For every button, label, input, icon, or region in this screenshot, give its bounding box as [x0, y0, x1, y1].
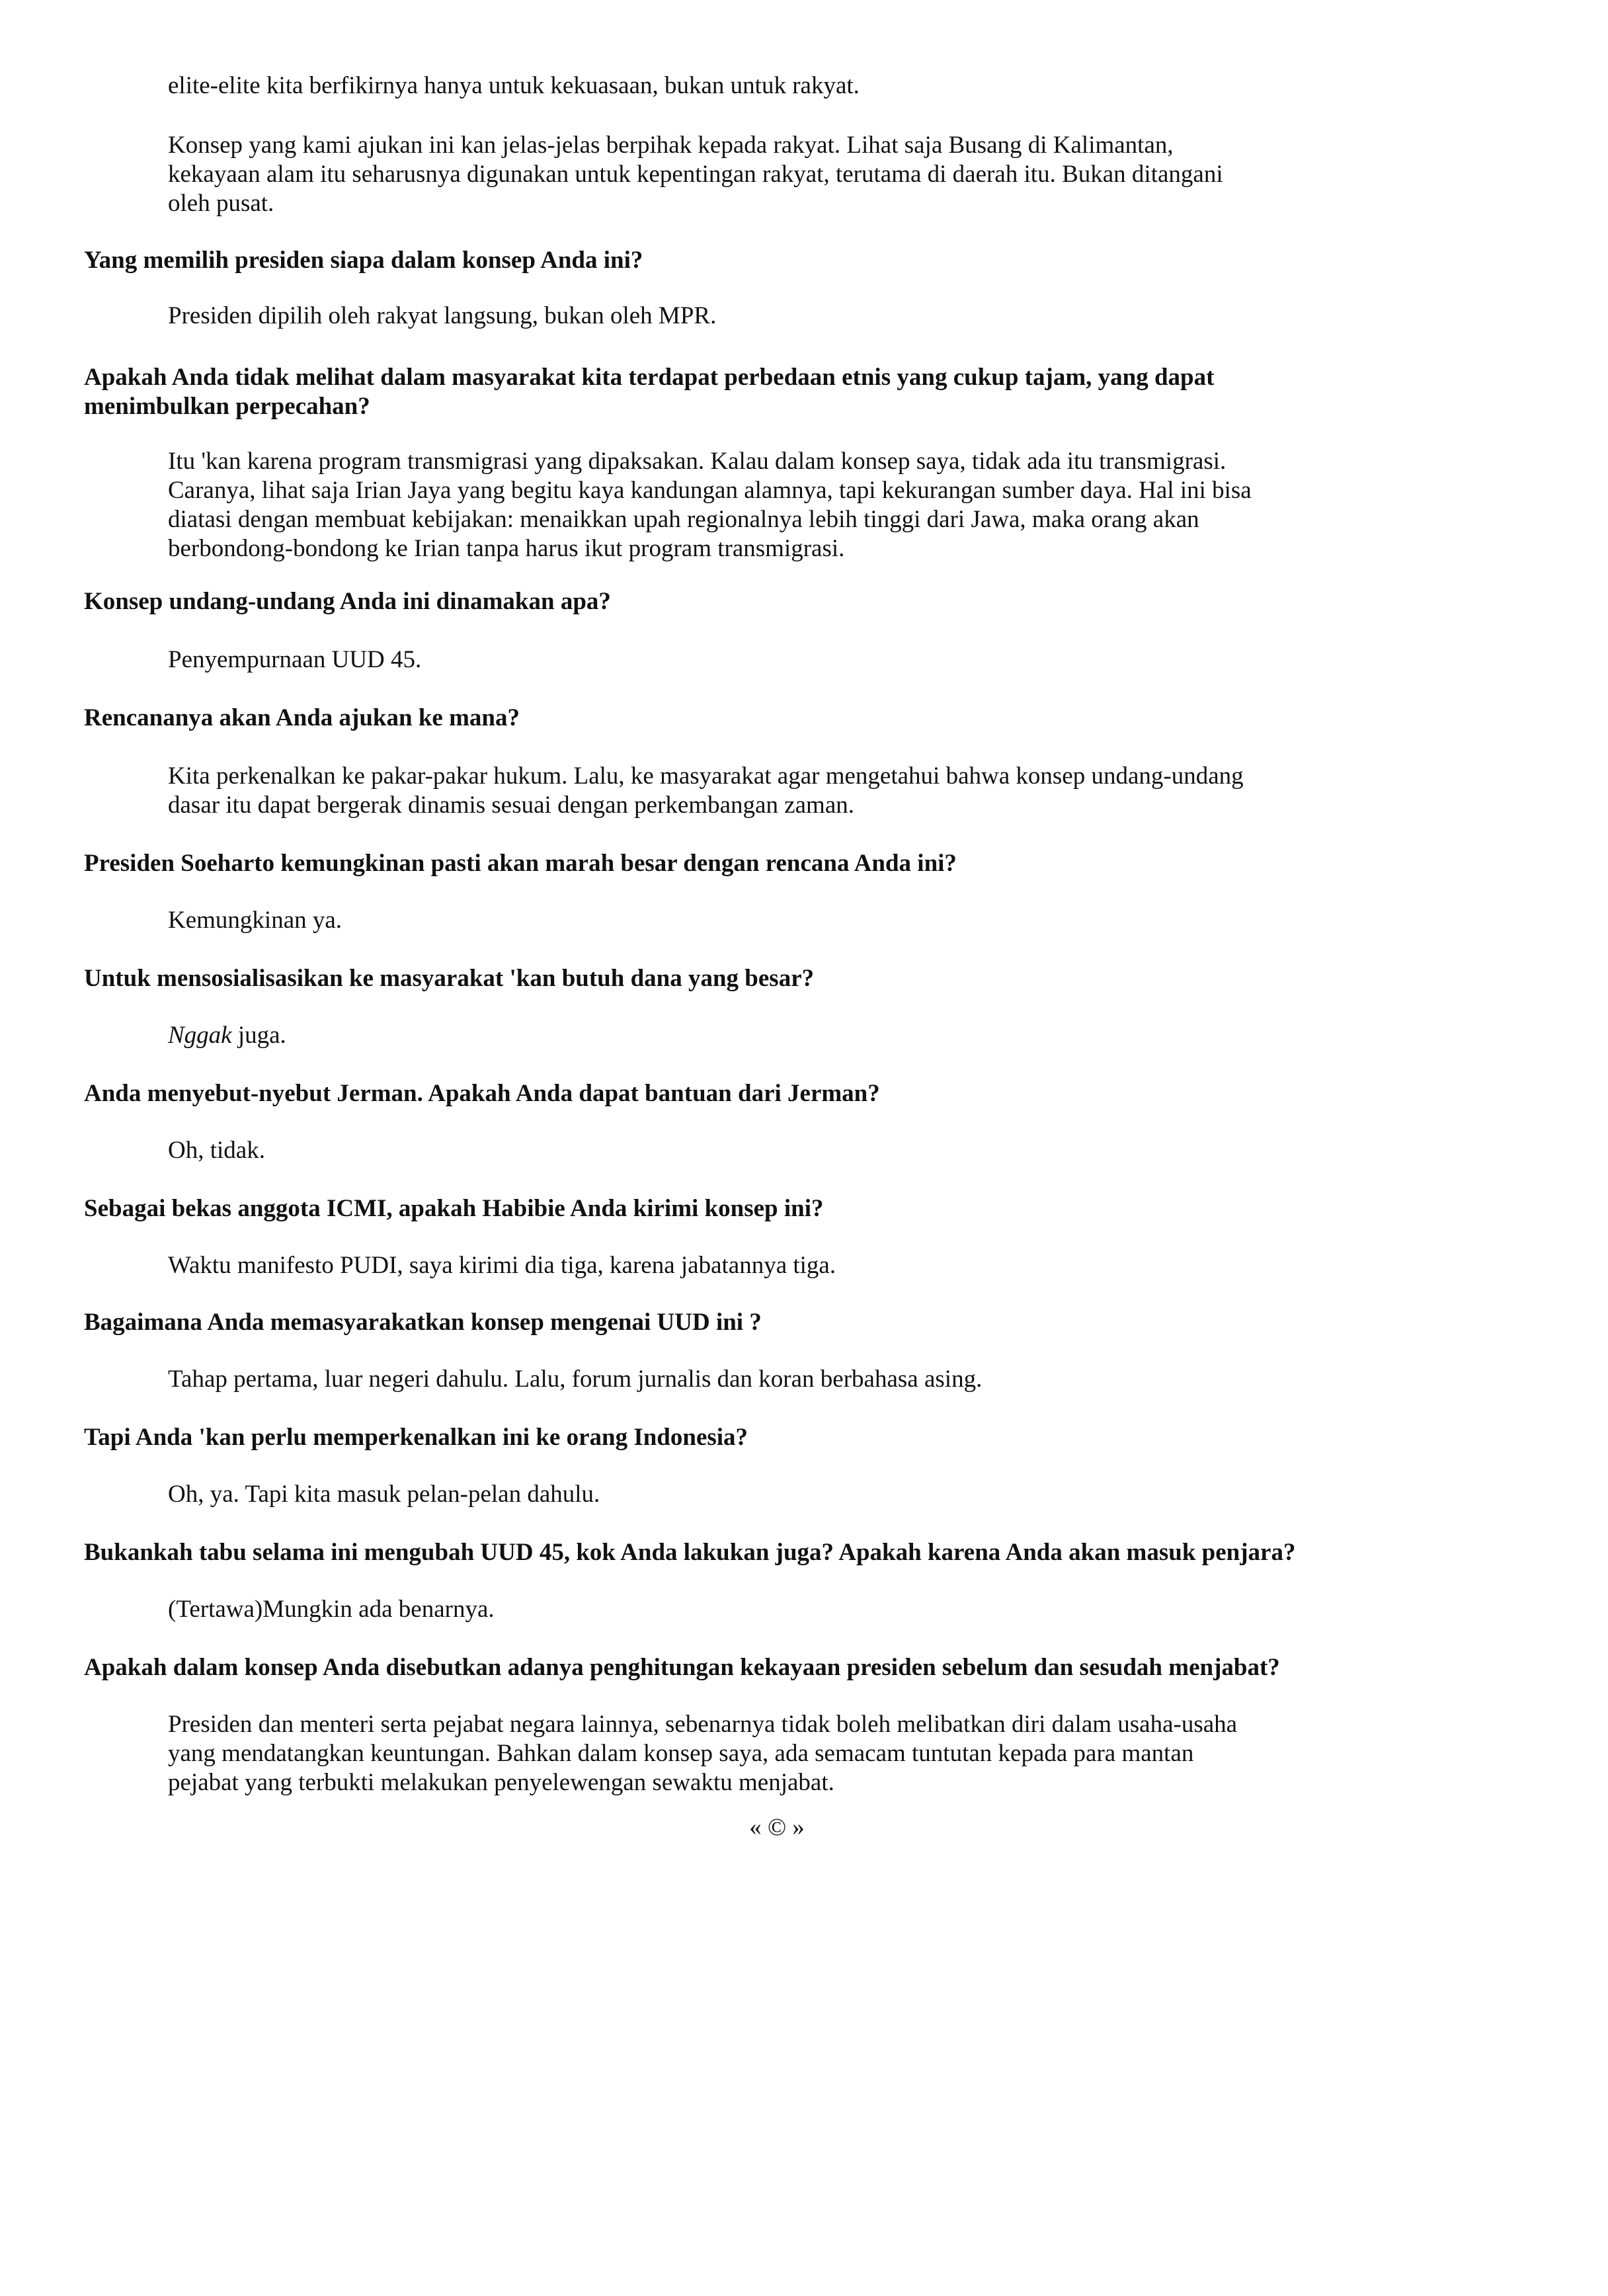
paragraph-line: Itu 'kan karena program transmigrasi yang dipaksakan. Kalau dalam konsep saya, tidak ada itu transmigrasi.: [168, 448, 1226, 475]
paragraph-line: Presiden dan menteri serta pejabat negara lainnya, sebenarnya tidak boleh melibatkan diri dalam usaha-usaha: [168, 1711, 1238, 1738]
answer-paragraph: [168, 1365, 1464, 1394]
paragraph-line: diatasi dengan membuat kebijakan: menaikkan upah regionalnya lebih tinggi dari Jawa, maka orang akan: [168, 506, 1199, 533]
answer-paragraph: [168, 1136, 1464, 1165]
paragraph-line: yang mendatangkan keuntungan. Bahkan dalam konsep saya, ada semacam tuntutan kepada para mantan: [168, 1740, 1194, 1767]
question-line: Konsep undang-undang Anda ini dinamakan apa?: [84, 588, 611, 615]
paragraph-line: elite-elite kita berfikirnya hanya untuk kekuasaan, bukan untuk rakyat.: [168, 72, 860, 99]
question-heading: [84, 363, 1512, 421]
question-line: Bagaimana Anda memasyarakatkan konsep mengenai UUD ini ?: [84, 1309, 762, 1336]
paragraph-line: berbondong-bondong ke Irian tanpa harus ikut program transmigrasi.: [168, 535, 845, 562]
paragraph-line: (Tertawa)Mungkin ada benarnya.: [168, 1596, 495, 1623]
end-mark: « © »: [749, 1814, 805, 1841]
paragraph-line: [168, 1021, 1464, 1050]
paragraph-line: Waktu manifesto PUDI, saya kirimi dia tiga, karena jabatannya tiga.: [168, 1252, 836, 1279]
paragraph-line: kekayaan alam itu seharusnya digunakan untuk kepentingan rakyat, terutama di daerah itu. Bukan ditangani: [168, 161, 1223, 188]
paragraph-line: pejabat yang terbukti melakukan penyelewengan sewaktu menjabat.: [168, 1769, 834, 1796]
intro-paragraph-1: [168, 71, 1464, 101]
answer-paragraph: [168, 1480, 1464, 1509]
paragraph-line: Oh, tidak.: [168, 1137, 265, 1164]
paragraph-line: Penyempurnaan UUD 45.: [168, 646, 422, 673]
question-line: menimbulkan perpecahan?: [84, 393, 370, 420]
paragraph-line: Konsep yang kami ajukan ini kan jelas-jelas berpihak kepada rakyat. Lihat saja Busang di Kalimantan,: [168, 132, 1174, 159]
question-heading: [84, 704, 1512, 733]
question-heading: [84, 1538, 1512, 1567]
question-line: Bukankah tabu selama ini mengubah UUD 45, kok Anda lakukan juga? Apakah karena Anda akan masuk penjara?: [84, 1539, 1296, 1566]
question-heading: [84, 964, 1512, 993]
question-heading: [84, 246, 1512, 275]
paragraph-line: Oh, ya. Tapi kita masuk pelan-pelan dahulu.: [168, 1481, 600, 1508]
question-line: Anda menyebut-nyebut Jerman. Apakah Anda dapat bantuan dari Jerman?: [84, 1080, 880, 1107]
answer-paragraph: [168, 1251, 1464, 1280]
question-line: Apakah dalam konsep Anda disebutkan adanya penghitungan kekayaan presiden sebelum dan sesudah menjabat?: [84, 1654, 1280, 1681]
question-heading: [84, 1308, 1512, 1337]
intro-paragraph-2: [168, 131, 1464, 218]
question-line: Yang memilih presiden siapa dalam konsep Anda ini?: [84, 247, 643, 274]
answer-paragraph: [168, 1595, 1464, 1624]
paragraph-line: Kita perkenalkan ke pakar-pakar hukum. Lalu, ke masyarakat agar mengetahui bahwa konsep undang-undang: [168, 762, 1244, 790]
question-line: Presiden Soeharto kemungkinan pasti akan marah besar dengan rencana Anda ini?: [84, 850, 957, 877]
paragraph-line: Kemungkinan ya.: [168, 907, 342, 934]
answer-paragraph: [168, 302, 1464, 331]
paragraph-line: dasar itu dapat bergerak dinamis sesuai dengan perkembangan zaman.: [168, 792, 855, 819]
answer-paragraph: [168, 1021, 1464, 1050]
question-heading: [84, 1423, 1512, 1452]
question-line: Apakah Anda tidak melihat dalam masyarakat kita terdapat perbedaan etnis yang cukup tajam, yang dapat: [84, 364, 1215, 391]
paragraph-line: Presiden dipilih oleh rakyat langsung, bukan oleh MPR.: [168, 302, 717, 329]
italic-word: Nggak: [168, 1022, 232, 1049]
paragraph-line: Tahap pertama, luar negeri dahulu. Lalu, forum jurnalis dan koran berbahasa asing.: [168, 1366, 983, 1393]
answer-paragraph: [168, 762, 1464, 820]
question-line: Tapi Anda 'kan perlu memperkenalkan ini ke orang Indonesia?: [84, 1424, 748, 1451]
question-heading: [84, 849, 1512, 878]
answer-paragraph: [168, 645, 1464, 675]
question-heading: [84, 1194, 1512, 1223]
paragraph-line: Caranya, lihat saja Irian Jaya yang begitu kaya kandungan alamnya, tapi kekurangan sumber daya. Hal ini bisa: [168, 477, 1252, 504]
question-heading: [84, 1079, 1512, 1108]
question-heading: [84, 1653, 1512, 1682]
question-line: Sebagai bekas anggota ICMI, apakah Habibie Anda kirimi konsep ini?: [84, 1195, 824, 1222]
answer-rest: juga.: [231, 1022, 286, 1049]
answer-paragraph: [168, 447, 1464, 563]
question-line: Rencananya akan Anda ajukan ke mana?: [84, 704, 520, 731]
answer-paragraph: [168, 1710, 1464, 1797]
paragraph-line: oleh pusat.: [168, 190, 274, 217]
answer-paragraph: [168, 906, 1464, 935]
question-line: Untuk mensosialisasikan ke masyarakat 'kan butuh dana yang besar?: [84, 965, 815, 992]
question-heading: [84, 587, 1512, 616]
